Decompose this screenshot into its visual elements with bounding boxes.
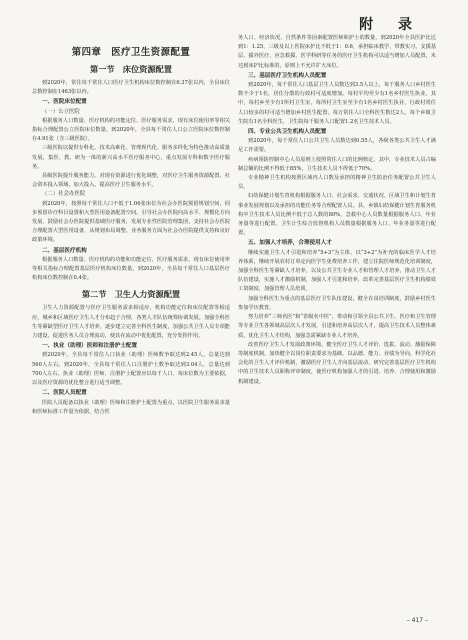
heading-hospital-beds: 一、医院床位配置 — [42, 99, 87, 106]
paragraph: 根据服务人口数量、医疗机构的功能定位、医疗服务需求，现有床位使用率等相关指标合理配置公立医院床位数量。到2020年，全县每千常住人口公立医院床位数控制在4.91张（含三级医院）。 — [32, 117, 230, 143]
paragraph: 到2020年，按照每千常住人口不低于1.06张床位为社会办医院预留规划空间，同步预留诊疗科目设置和大型医用设备配置空间。引导社会办医院向高水平、规模化方向发展，鼓励社会办医院提供基础医疗服务，发展专业性医院管理集团，支持社会办医院合理配置大型医用设备，从规划布局调整、业务服务方面为社会办医院提供支持和良好政策环境。 — [32, 200, 230, 244]
heading-hospital-staff: 二、医院人员配置 — [42, 390, 87, 397]
paragraph: 到2020年，全县每千常住人口执业（助理）医师数争取达到2.45人，总量达到560人左右。到2020年，全县每千常住人口注册护士数争取达到3.04人，总量达到700人左右。执业（助理）医师、注册护士配置应以每千人口、每床位数为主要依据，以及医疗资源的优化整合进行适当调整。 — [32, 352, 230, 387]
section-title-beds: 第一节 床位资源配置 — [90, 64, 172, 74]
paragraph: 医院人员配备以执业（助理）医师和注册护士配置为重点，以医院卫生服务需求量和医师标准工作量为依据，结合医 — [32, 399, 230, 415]
paragraph: 到2020年，常住每千常住人口医疗卫生机构床位数控制在6.37张以内，全县床位总数控制在1463张以内。 — [32, 80, 230, 96]
paragraph: 加强全科医生为重点的基层医疗卫生队伍建设，健全在岗培训制度，鼓励乡村医生参加学历教育。 — [238, 295, 436, 311]
page-number: – 417 – — [406, 617, 428, 624]
heading-physicians-nurses: 一、执业（助理）医师和注册护士配置 — [42, 343, 138, 350]
paragraph: 卫生人力资源配置与医疗卫生服务需求相适应，机构功能定位和床位配置等相适应，城乡和区域医疗卫生人才分布趋于合理，各类人才队伍统筹协调发展。加强全科医生等紧缺型医疗卫生人才培养，逐步建立完善全科医生制度，加强公共卫生人员专项能力建设，促进医务人员合理流动，使其在流动中优化配置，充分发挥作用。 — [32, 305, 230, 340]
heading-talent-training: 五、加强人才培养，合理使用人才 — [248, 240, 332, 247]
running-header: 附 录 — [359, 17, 422, 33]
paragraph: 到2020年，每千常住人口公共卫生人员数达到0.55人，各级各类公共卫生人才满足工作需要。 — [238, 138, 436, 154]
paragraph: 妇幼保健计划生育机构根据服务人口、社会需求、交通状况、区域卫生和计划生育事业发展规划以及承担的功能任务等合理配置人员。县、乡镇妇幼保健计划生育服务机构中卫生技术人员比例不低于总人数的80%。急救中心人员数量根据服务人口、年业务量等进行配置。卫生计生综合监督机构人员数量根据服务人口、年业务量等进行配置。 — [238, 193, 436, 237]
paragraph: 改善医疗卫生人才发展政策环境，健全医疗卫生人才评价、选拔、流动、激励保障等制度机制，加快健全以岗位职责要求为基础，以品德、能力、业绩为导向，科学化社会化的卫生人才评价机制，激励医疗卫生人才向基层流动，研究完善基层医疗卫生机构中的卫生技术人员职称评审制度，使医疗机构加强人才的引进、培养、合理使用和激励机制建设。 — [238, 341, 436, 385]
paragraph: 县级医院提升服务能力，对现有资源进行优化调整，对医疗卫生服务资源配置、社会资本投入领域，加大投入，提高医疗卫生服务水平。 — [32, 173, 230, 189]
heading-primary-staff: 三、基层医疗卫生机构人员配置 — [248, 72, 327, 79]
paragraph: 根据服务人口数量、医疗机构的功能和功能定位、医疗服务需求，现有床位使用率等相关指标合理配置基层医疗机构床位数量。到2020年，全县每千常住人口基层医疗机构床位数控制在0.4张。 — [32, 256, 230, 282]
paragraph: 务人口、经济状况、自然条件等因素配置医师和护士的数量，到2020年全县医护比达到1：1.25，三级及以上医院床护比不低于1：0.6，承担临床教学、带教实习、支援基层、援外医疗、应急救援、医学科研等任务的医疗卫生机构可以适当增加人员配置，未达到床护比标准的，原则上不允许扩大床位。 — [238, 35, 436, 69]
subheading-private-hospitals: （二）社会办医院 — [42, 191, 86, 198]
heading-public-health-staff: 四、专业公共卫生机构人员配置 — [248, 129, 327, 136]
right-column — [238, 34, 436, 387]
paragraph: 努力培养“三师名医”和“省级名中医”，带动和引领全县公共卫生、医疗和卫生管理等专业卫生各领域高层次人才发展，引进和培养高层次人才，提高卫生技术人员整体素质，优化卫生人才结构，加强急需紧缺专业人才培养。 — [238, 314, 436, 339]
heading-primary-institutions: 二、基层医疗机构 — [42, 247, 87, 254]
paragraph: 到2020年，每千常住人口基层卫生人员数达到3.5人以上，每千服务人口乡村医生数不少于1名，居住分散的行政村可适度增加。每村平均至少有1名乡村医生执业。其中，每村乡至少有1所村卫生室，每所村卫生室至少有1名乡村医生执业，行政村常住人口较多的村可适当增加乡村医生配置，每万常住人口全科医生数达2人，每个乡镇卫生院有1名全科医生，卫生院每千服务人口配置1.2名卫生技术人员。 — [238, 82, 436, 125]
section-title-human-resources: 第二节 卫生人力资源配置 — [81, 289, 181, 300]
chapter-title: 第四章 医疗卫生资源配置 — [71, 47, 191, 58]
paragraph: 疾病预防控制中心人员原则上按照常住人口的比例核定，其中，专业技术人员占编制总额的比例不得低于85%，卫生技术人员不得低于70%。 — [238, 156, 436, 172]
paragraph: 三级医院以提供专科化、技术高难化、管理现代化、服务多样化为特色推动高质量发展，集医、教、研为一体的新兴高水平医疗服务中心，重点发展专科和数字医疗服务。 — [32, 145, 230, 170]
subheading-public-hospitals: （一）公立医院 — [42, 108, 80, 115]
left-column — [32, 34, 230, 417]
paragraph: 继续实施卫生人才引进和培养“5+3”为主体、以“3+2”为补充的临床医学人才培养体系，继续开展农村订单定向医学生免费培养工作，建立住院医师规范化培训制度，加强全科医生等紧缺人才培养，以及公共卫生专业人才和管理人才培养，推动卫生人才队伍建设，实施人才激励机制，加强人才引进和培养，改革完善基层医疗卫生机构绩效工资制度，加强管理人员培训。 — [238, 249, 436, 293]
paragraph: 专业精神卫生机构按照区域内人口数及承担的精神卫生防治任务配置公共卫生人员。 — [238, 175, 436, 191]
